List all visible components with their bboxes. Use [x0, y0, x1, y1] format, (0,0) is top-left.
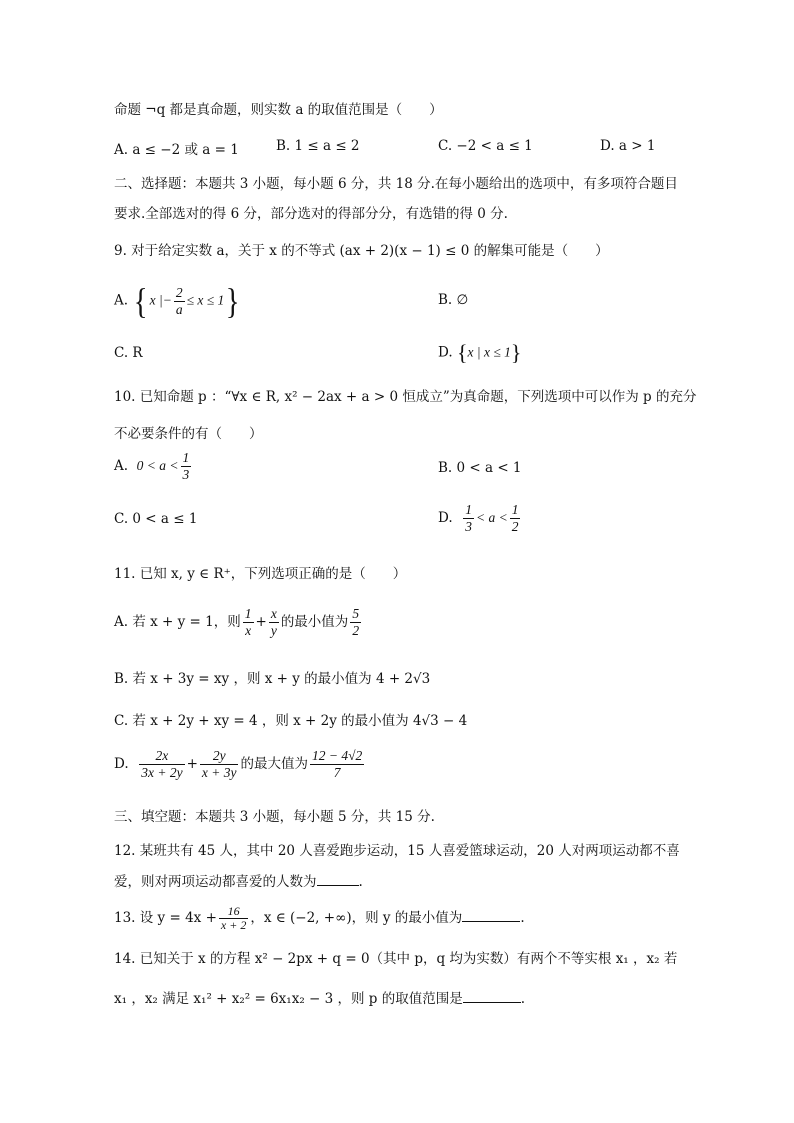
q11-option-d-d1: 3x + 2y [141, 765, 183, 780]
q11-option-d [114, 748, 366, 781]
q9-option-a-num: 2 [175, 284, 183, 300]
q11-option-a-pre: A. 若 x + y = 1，则 [114, 614, 241, 630]
q9-option-a [114, 280, 242, 322]
q11-option-a [114, 606, 363, 639]
q14-line1: 14. 已知关于 x 的方程 x² − 2px + q = 0（其中 p，q 均为实数）有两个不等实根 x₁ ，x₂ 若 [114, 951, 678, 967]
q14-answer-blank[interactable] [463, 988, 521, 1003]
q8-option-c: C. −2 < a ≤ 1 [438, 138, 533, 154]
q9-option-d-label: D. [438, 344, 453, 361]
q10-option-b: B. 0 < a < 1 [438, 460, 522, 476]
q10-option-d-num1: 1 [465, 502, 472, 517]
section-2-instructions: 要求.全部选对的得 6 分，部分选对的得部分分，有选错的得 0 分. [114, 206, 508, 222]
q12-line1: 12. 某班共有 45 人，其中 20 人喜爱跑步运动，15 人喜爱篮球运动，20 人对两项运动都不喜 [114, 843, 680, 859]
q11-option-a-d3: 2 [352, 623, 360, 638]
q10-option-a [114, 450, 193, 483]
q10-option-a-num: 1 [182, 450, 190, 465]
q11-option-d-mid: 的最大值为 [240, 756, 308, 772]
q11-option-d-n3: 12 − 4√2 [311, 748, 363, 763]
q11-option-d-label: D. [114, 756, 129, 772]
q9-option-a-den: a [175, 301, 183, 317]
q10-option-a-label: A. [114, 458, 129, 474]
q11-option-d-d2: x + 3y [201, 765, 237, 780]
section-3-heading: 三、填空题：本题共 3 小题，每小题 5 分，共 15 分. [114, 809, 435, 825]
q9-option-d [438, 340, 521, 366]
q11-option-d-d3: 7 [333, 765, 341, 780]
q11-option-a-mid: 的最小值为 [280, 614, 349, 630]
q11-option-a-n1: 1 [244, 606, 252, 621]
q10-option-d [438, 502, 522, 535]
q9-option-d-set: x | x ≤ 1 [467, 344, 511, 360]
q12-line2 [114, 871, 363, 892]
q10-option-a-pre: 0 < a < [136, 458, 179, 473]
section-2-heading: 二、选择题：本题共 3 小题，每小题 6 分，共 18 分.在每小题给出的选项中，有多项符合题目 [114, 176, 678, 192]
q11-stem: 11. 已知 x, y ∈ R⁺，下列选项正确的是（ ） [114, 566, 407, 582]
q11-option-d-n1: 2x [139, 748, 184, 765]
q10-option-a-den: 3 [182, 467, 190, 482]
left-brace: { [456, 340, 468, 365]
q11-option-a-n3: 5 [352, 606, 360, 621]
right-brace: } [510, 340, 522, 365]
q9-option-a-post: ≤ x ≤ 1 [186, 292, 225, 308]
q13-num: 16 [219, 905, 248, 919]
q14-line2-end: . [520, 991, 526, 1007]
right-brace: } [225, 281, 240, 321]
left-brace: { [134, 281, 148, 321]
q11-option-a-d1: x [245, 623, 252, 638]
q12-line2-end: . [358, 874, 363, 890]
q12-line2-text: 爱，则对两项运动都喜爱的人数为 [114, 874, 317, 890]
q8-option-b: B. 1 ≤ a ≤ 2 [276, 138, 360, 154]
q13-den: x + 2 [220, 918, 247, 932]
q10-option-d-den1: 3 [465, 519, 472, 534]
q13-answer-blank[interactable] [462, 907, 520, 922]
q11-option-b: B. 若 x + 3y = xy ，则 x + y 的最小值为 4 + 2√3 [114, 671, 431, 687]
q13-end: . [520, 910, 525, 926]
q10-option-d-den2: 2 [511, 519, 519, 534]
q9-stem: 9. 对于给定实数 a，关于 x 的不等式 (ax + 2)(x − 1) ≤ 0 的解集可能是（ ） [114, 243, 609, 259]
q11-option-a-plus: + [255, 614, 267, 630]
q8-option-d: D. a > 1 [600, 138, 656, 154]
q11-option-d-n2: 2y [200, 748, 239, 765]
q13-mid: ，x ∈ (−2, +∞)，则 y 的最小值为 [250, 910, 463, 926]
q14-line2 [114, 988, 525, 1009]
q11-option-d-plus: + [186, 756, 198, 772]
q11-option-a-n2: x [270, 606, 277, 621]
q10-stem-line1: 10. 已知命题 p ：“∀x ∈ R, x² − 2ax + a > 0 恒成立”为真命题，下列选项中可以作为 p 的充分 [114, 389, 697, 405]
q10-stem-line2: 不必要条件的有（ ） [114, 426, 263, 442]
q13-pre: 13. 设 y = 4x + [114, 910, 217, 926]
q9-option-c: C. R [114, 345, 143, 361]
q10-option-c: C. 0 < a ≤ 1 [114, 511, 198, 527]
q10-option-d-mid: < a < [475, 510, 508, 525]
q11-option-a-d2: y [270, 623, 277, 638]
q8-stem-tail: 命题 ¬q 都是真命题，则实数 a 的取值范围是（ ） [114, 102, 443, 118]
q8-option-a: A. a ≤ −2 或 a = 1 [114, 142, 239, 158]
q13-line [114, 900, 525, 936]
q10-option-d-label: D. [438, 510, 453, 526]
q11-option-c: C. 若 x + 2y + xy = 4 ，则 x + 2y 的最小值为 4√3 − 4 [114, 713, 468, 729]
q9-option-a-label: A. [114, 292, 129, 309]
q14-line2-text: x₁ ，x₂ 满足 x₁² + x₂² = 6x₁x₂ − 3 ，则 p 的取值范围是 [114, 991, 463, 1007]
q12-answer-blank[interactable] [317, 871, 359, 886]
q9-option-a-pre: x |− [149, 292, 172, 308]
q10-option-d-num2: 1 [511, 502, 519, 517]
q9-option-b: B. ∅ [438, 292, 469, 308]
